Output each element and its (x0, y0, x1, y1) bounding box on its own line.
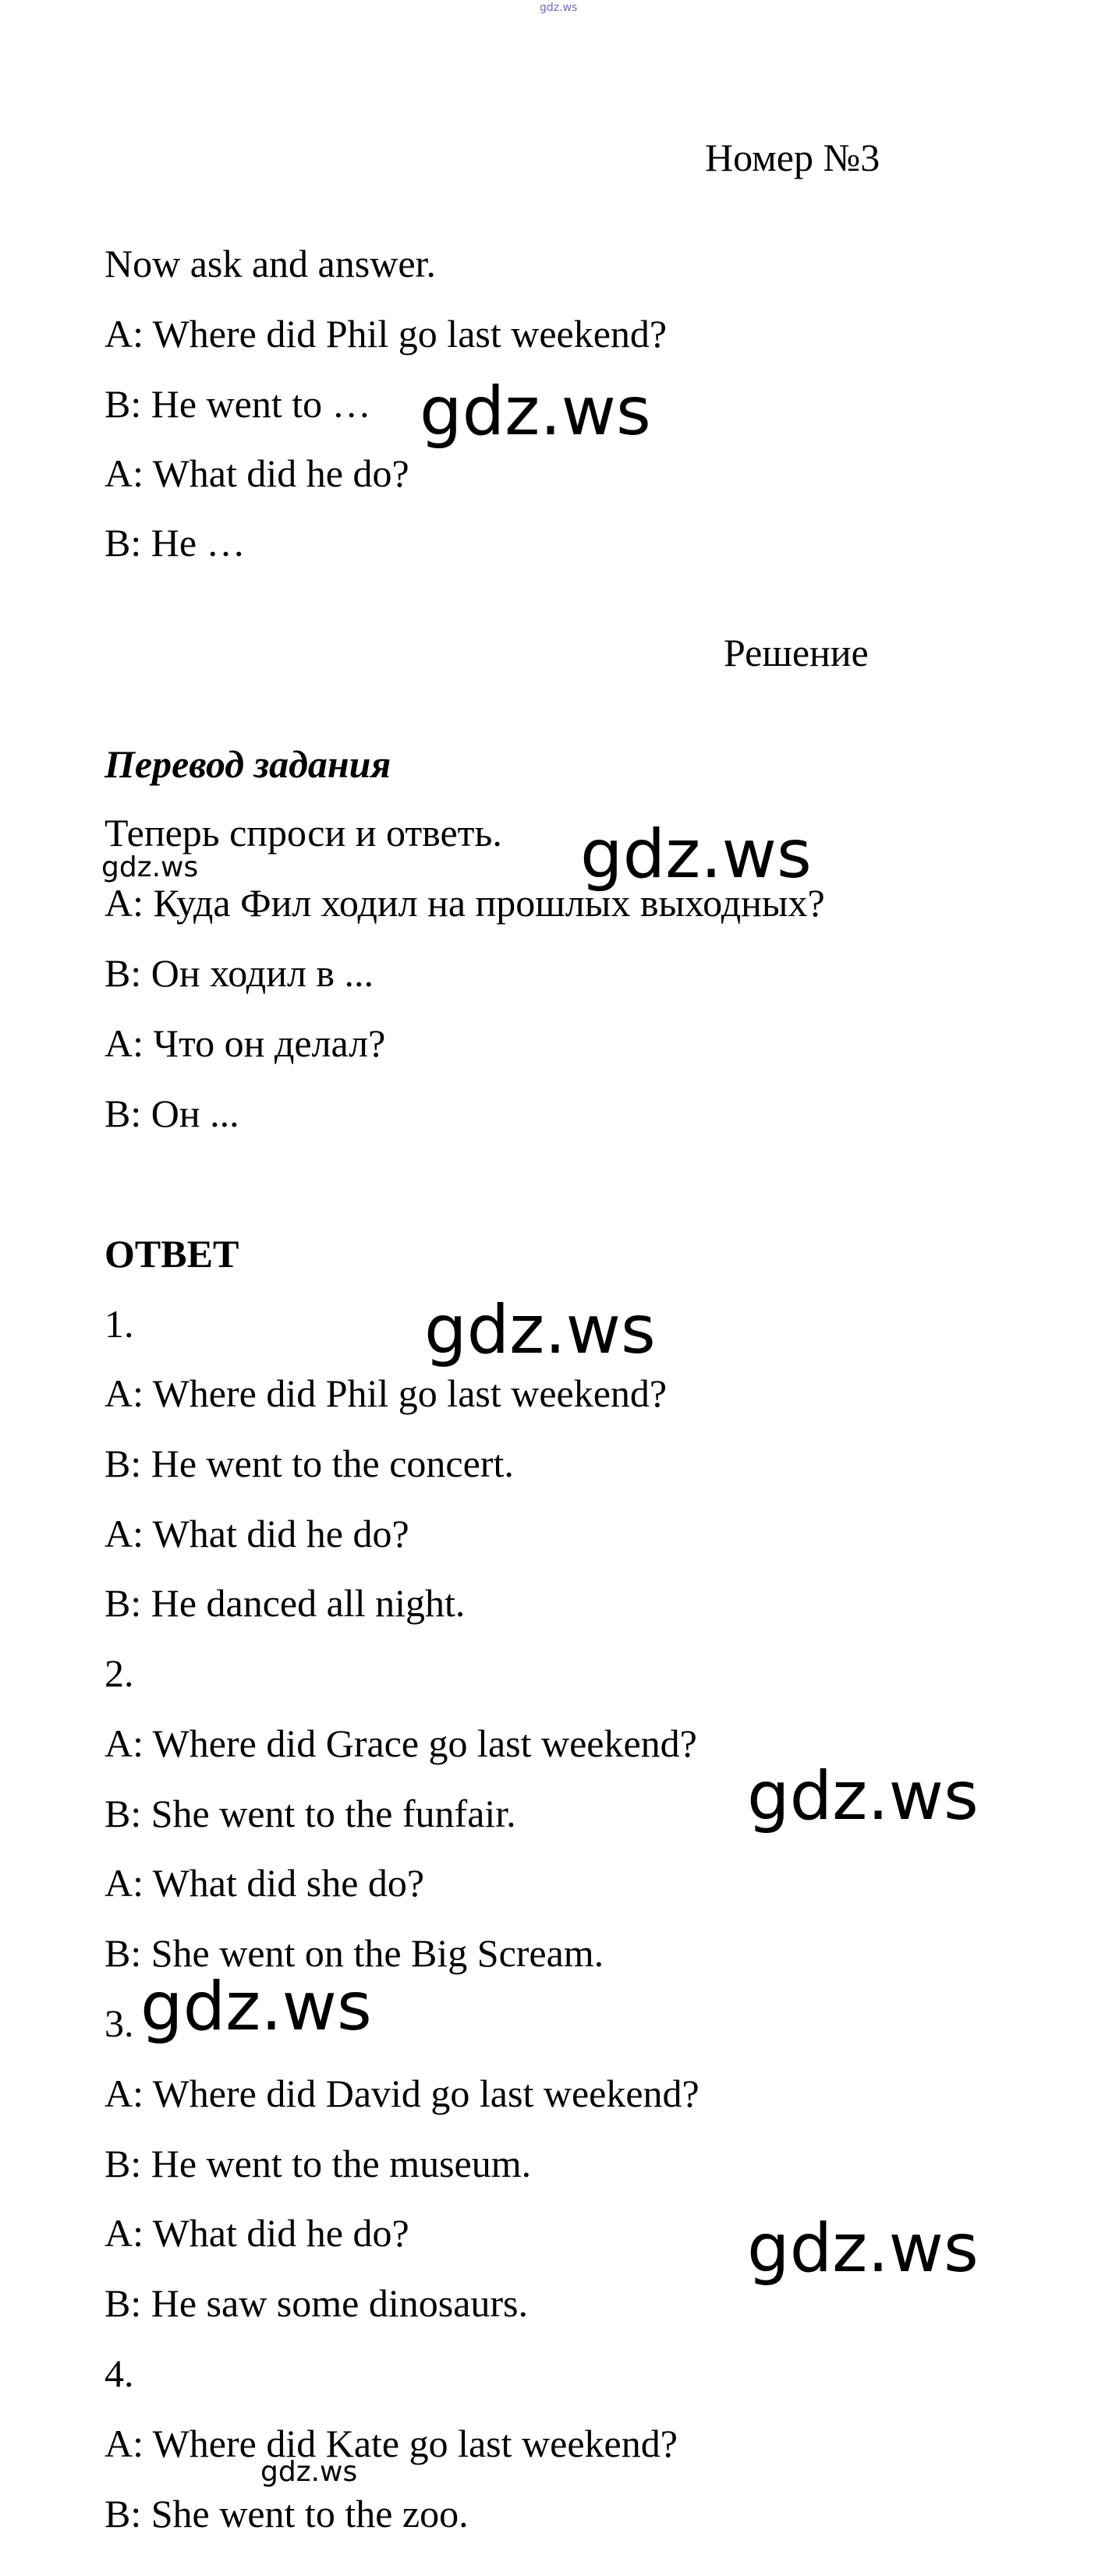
answer-line: A: What did he do? (104, 1512, 409, 1555)
answer-line: B: He went to the museum. (104, 2142, 532, 2185)
task-line: B: He went to … (104, 382, 371, 426)
answer-line: A: Where did Grace go last weekend? (104, 1721, 697, 1765)
answer-line: A: What did she do? (104, 1861, 425, 1905)
answer-line: A: What did he do? (104, 2211, 409, 2255)
answer-line: B: She went to the funfair. (104, 1792, 516, 1835)
answer-line: B: She went to the zoo. (104, 2492, 469, 2535)
translation-line: B: Он ходил в ... (104, 951, 374, 995)
answer-line: A: Where did Phil go last weekend? (104, 1371, 668, 1415)
answer-line: 1. (104, 1302, 134, 1346)
solution-label: Решение (724, 631, 869, 674)
task-line: Now ask and answer. (104, 242, 436, 285)
translation-line: A: Куда Фил ходил на прошлых выходных? (104, 881, 825, 925)
watermark-top: gdz.ws (540, 2, 578, 14)
task-line: B: He … (104, 521, 246, 564)
watermark: gdz.ws (101, 851, 199, 883)
watermark: gdz.ws (260, 2456, 358, 2488)
watermark: gdz.ws (580, 816, 812, 893)
watermark: gdz.ws (424, 1291, 656, 1369)
answer-line: 4. (104, 2351, 134, 2395)
answer-heading: ОТВЕТ (104, 1232, 239, 1276)
answer-line: B: He saw some dinosaurs. (104, 2281, 528, 2325)
answer-line: A: Where did David go last weekend? (104, 2072, 700, 2115)
watermark: gdz.ws (140, 1968, 372, 2046)
translation-line: A: Что он делал? (104, 1021, 386, 1065)
translation-line: Теперь спроси и ответь. (104, 811, 502, 855)
watermark: gdz.ws (747, 2210, 979, 2288)
answer-line: A: Where did Kate go last weekend? (104, 2422, 678, 2465)
watermark: gdz.ws (420, 373, 651, 451)
exercise-number: Номер №3 (705, 136, 880, 179)
task-line: A: What did he do? (104, 451, 409, 495)
answer-line: B: He went to the concert. (104, 1442, 514, 1485)
answer-line: B: He danced all night. (104, 1581, 466, 1625)
answer-line: B: She went on the Big Scream. (104, 1931, 604, 1975)
translation-line: B: Он ... (104, 1092, 239, 1135)
watermark: gdz.ws (747, 1757, 979, 1835)
task-line: A: Where did Phil go last weekend? (104, 312, 668, 356)
answer-line: 2. (104, 1651, 134, 1695)
translation-heading: Перевод задания (104, 742, 391, 786)
answer-line: 3. (104, 2001, 134, 2045)
